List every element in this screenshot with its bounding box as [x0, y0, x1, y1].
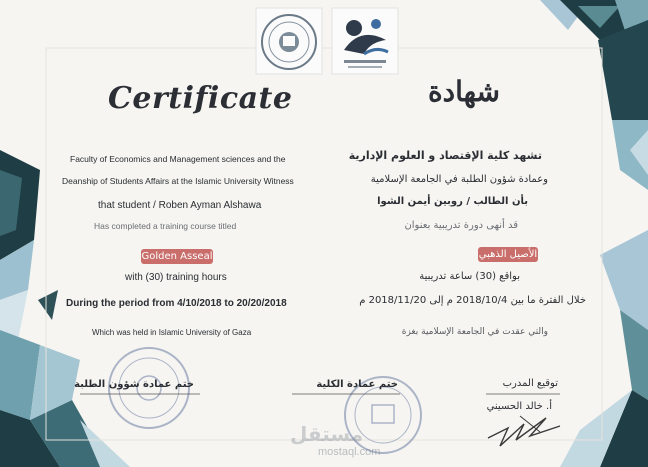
ar-student-line: بأن الطالب / روبين أيمن الشوا: [377, 196, 528, 207]
en-period-line: During the period from 4/10/2018 to 20/20/2018: [66, 298, 287, 309]
ar-completed-line: قد أنهى دورة تدريبية بعنوان: [404, 220, 518, 231]
en-deanship-line: Deanship of Students Affairs at the Islamic University Witness: [62, 176, 294, 186]
watermark-url: mostaql.com: [318, 446, 381, 458]
ar-course-badge: الأصيل الذهبي: [478, 249, 538, 260]
en-faculty-line: Faculty of Economics and Management sciences and the: [70, 154, 286, 164]
ar-faculty-line: تشهد كلية الإقتصاد و العلوم الإدارية: [348, 149, 542, 162]
en-held-line: Which was held in Islamic University of Gaza: [92, 328, 252, 337]
ar-held-line: والتي عقدت في الجامعة الإسلامية بغزة: [401, 327, 548, 337]
trainer-signature-scribble: [488, 418, 560, 446]
ar-hours-line: بواقع (30) ساعة تدريبية: [419, 271, 520, 282]
watermark-arabic: مستقل: [290, 422, 364, 446]
deanship-stamp-label: ختم عمادة شؤون الطلبة: [74, 379, 194, 390]
ar-deanship-line: وعمادة شؤون الطلبة في الجامعة الإسلامية: [370, 174, 548, 185]
trainer-signature-label: توقيع المدرب: [502, 378, 558, 389]
faculty-stamp-label: ختم عمادة الكلية: [316, 379, 398, 390]
ar-period-line: خلال الفترة ما بين 2018/10/4 م إلى 2018/11/20 م: [359, 295, 586, 306]
en-completed-line: Has completed a training course titled: [94, 221, 237, 231]
en-hours-line: with (30) training hours: [125, 272, 227, 283]
en-student-line: that student / Roben Ayman Alshawa: [98, 200, 262, 211]
en-course-badge: Golden Asseal: [141, 251, 213, 262]
certificate-title-en: Certificate: [108, 81, 293, 116]
certificate-title-ar: شهادة: [427, 75, 500, 108]
trainer-name: أ. خالد الحسيني: [486, 401, 552, 412]
